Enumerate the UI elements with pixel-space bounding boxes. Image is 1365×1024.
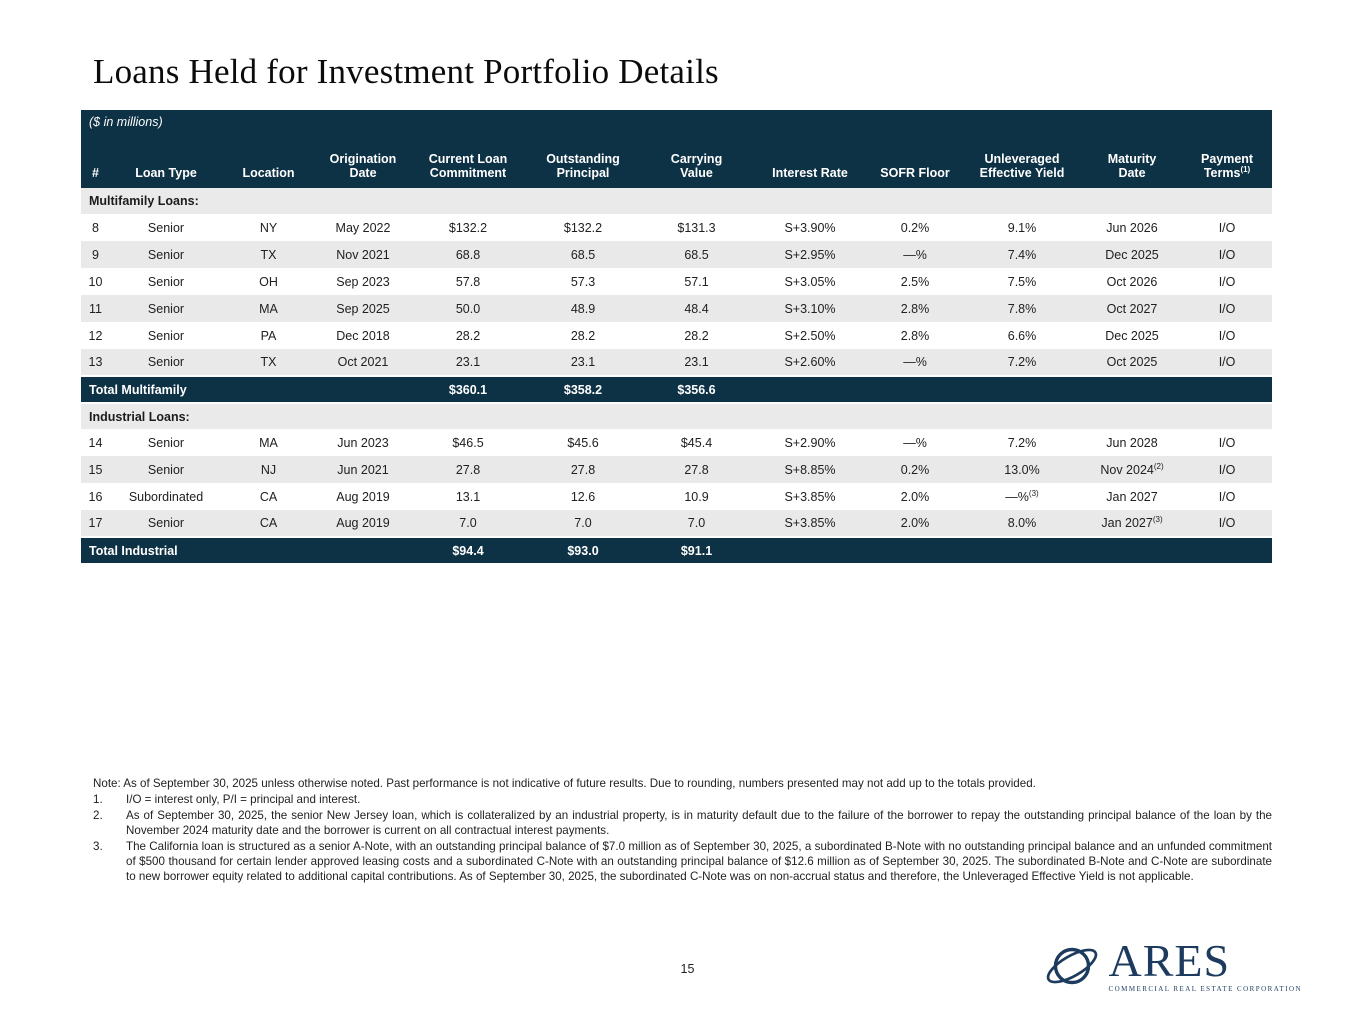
- loan-cell: 50.0: [411, 295, 525, 322]
- loan-cell: Oct 2027: [1082, 295, 1182, 322]
- loan-cell: I/O: [1182, 268, 1272, 295]
- column-header: Loan Type: [110, 148, 222, 188]
- loan-cell: Aug 2019: [315, 510, 411, 537]
- loan-cell: Oct 2021: [315, 349, 411, 376]
- loan-cell: 16: [81, 483, 110, 510]
- loan-cell: 0.2%: [868, 456, 962, 483]
- loan-cell: 11: [81, 295, 110, 322]
- loan-cell: 2.5%: [868, 268, 962, 295]
- loan-cell: Dec 2025: [1082, 322, 1182, 349]
- page-title: Loans Held for Investment Portfolio Details: [93, 52, 719, 91]
- total-value: $94.4: [411, 537, 525, 564]
- loan-row: [81, 295, 1272, 322]
- column-header: #: [81, 148, 110, 188]
- loan-cell: S+3.85%: [752, 510, 868, 537]
- loan-cell: 17: [81, 510, 110, 537]
- loan-cell: 7.8%: [962, 295, 1082, 322]
- loan-cell: 9.1%: [962, 214, 1082, 241]
- loan-cell: Senior: [110, 510, 222, 537]
- column-header: Current Loan Commitment: [411, 148, 525, 188]
- logo-subtitle: COMMERCIAL REAL ESTATE CORPORATION: [1108, 984, 1302, 993]
- loan-cell: 15: [81, 456, 110, 483]
- loan-cell: Dec 2025: [1082, 241, 1182, 268]
- logo-text: [1108, 935, 1302, 993]
- loan-cell: Senior: [110, 429, 222, 456]
- loan-cell: I/O: [1182, 241, 1272, 268]
- loan-cell: S+3.90%: [752, 214, 868, 241]
- loan-cell: TX: [222, 349, 315, 376]
- loan-cell: Jan 2027: [1082, 483, 1182, 510]
- loan-cell: 68.5: [525, 241, 641, 268]
- loan-row: [81, 429, 1272, 456]
- loan-cell: Sep 2023: [315, 268, 411, 295]
- loan-cell: 13.0%: [962, 456, 1082, 483]
- logo-brand: ARES: [1108, 935, 1231, 987]
- loan-cell: $132.2: [411, 214, 525, 241]
- loan-cell: I/O: [1182, 349, 1272, 376]
- loan-cell: Sep 2025: [315, 295, 411, 322]
- loan-cell: S+3.10%: [752, 295, 868, 322]
- loan-cell: 14: [81, 429, 110, 456]
- total-label: Total Industrial: [81, 537, 411, 564]
- loan-cell: 2.8%: [868, 295, 962, 322]
- loan-cell: Senior: [110, 295, 222, 322]
- loan-cell: S+8.85%: [752, 456, 868, 483]
- loan-cell: 7.0: [641, 510, 752, 537]
- total-row: [81, 537, 1272, 564]
- loan-cell: Nov 2021: [315, 241, 411, 268]
- footnote-text: The California loan is structured as a senior A-Note, with an outstanding principal balance of $7.0 million as of September 30, 2025, a subordinated B-Note with no outstanding principal balance and an unfunded commitment of $500 thousand for certain lender approved leasing costs and a subordinated C-Note with an outstanding principal balance of $12.6 million as of September 30, 2025. The subordinated B-Note and C-Note are subordinate to new borrower equity related to additional capital contributions. As of September 30, 2025, the subordinated C-Note was on non-accrual status and therefore, the Unleveraged Effective Yield is not applicable.: [126, 839, 1272, 884]
- loan-cell: Senior: [110, 456, 222, 483]
- loan-cell: $131.3: [641, 214, 752, 241]
- loan-cell: NJ: [222, 456, 315, 483]
- loan-cell: I/O: [1182, 322, 1272, 349]
- units-label: ($ in millions): [81, 110, 1272, 148]
- loan-cell: Senior: [110, 241, 222, 268]
- loan-cell: Senior: [110, 268, 222, 295]
- footnote-number: 1.: [93, 793, 103, 807]
- loan-cell: 57.3: [525, 268, 641, 295]
- loan-cell: 13: [81, 349, 110, 376]
- loan-cell: 6.6%: [962, 322, 1082, 349]
- loan-cell: Senior: [110, 214, 222, 241]
- loan-cell: Senior: [110, 349, 222, 376]
- footnote-item: [93, 792, 1272, 807]
- loan-cell: 2.8%: [868, 322, 962, 349]
- loan-cell: I/O: [1182, 483, 1272, 510]
- footnotes: [93, 776, 1272, 885]
- loan-row: [81, 214, 1272, 241]
- loan-cell: MA: [222, 295, 315, 322]
- loan-row: [81, 510, 1272, 537]
- loan-cell: S+2.50%: [752, 322, 868, 349]
- loan-cell: Jun 2023: [315, 429, 411, 456]
- loan-cell: $132.2: [525, 214, 641, 241]
- column-header: Maturity Date: [1082, 148, 1182, 188]
- loan-cell: $46.5: [411, 429, 525, 456]
- loan-cell: 12.6: [525, 483, 641, 510]
- footnote-number: 3.: [93, 839, 103, 853]
- total-value: $356.6: [641, 376, 752, 403]
- loan-cell: Aug 2019: [315, 483, 411, 510]
- loan-cell: Jun 2026: [1082, 214, 1182, 241]
- loan-cell: Jun 2028: [1082, 429, 1182, 456]
- loan-cell: $45.6: [525, 429, 641, 456]
- loan-cell: 27.8: [641, 456, 752, 483]
- loan-cell: 57.8: [411, 268, 525, 295]
- column-header: Interest Rate: [752, 148, 868, 188]
- loan-cell: S+2.60%: [752, 349, 868, 376]
- column-header: Origination Date: [315, 148, 411, 188]
- loan-cell: TX: [222, 241, 315, 268]
- loan-cell: 2.0%: [868, 510, 962, 537]
- loan-cell: 0.2%: [868, 214, 962, 241]
- column-header: Outstanding Principal: [525, 148, 641, 188]
- loan-cell: I/O: [1182, 214, 1272, 241]
- column-header: Unleveraged Effective Yield: [962, 148, 1082, 188]
- footnote-item: [93, 839, 1272, 885]
- loan-cell: Senior: [110, 322, 222, 349]
- loan-row: [81, 483, 1272, 510]
- column-header: Payment Terms$^{(1)}$: [1182, 148, 1272, 188]
- loan-cell: Subordinated: [110, 483, 222, 510]
- loan-cell: OH: [222, 268, 315, 295]
- section-label: Multifamily Loans:: [81, 188, 1272, 214]
- loan-cell: 27.8: [525, 456, 641, 483]
- column-header: Location: [222, 148, 315, 188]
- loans-table: [81, 110, 1272, 565]
- section-header-row: [81, 403, 1272, 429]
- loan-cell: 28.2: [525, 322, 641, 349]
- footnote-item: [93, 808, 1272, 839]
- total-row: [81, 376, 1272, 403]
- loan-cell: 12: [81, 322, 110, 349]
- loan-cell: 28.2: [411, 322, 525, 349]
- loan-cell: 48.9: [525, 295, 641, 322]
- loan-cell: 48.4: [641, 295, 752, 322]
- loan-cell: 7.0: [525, 510, 641, 537]
- total-value: $91.1: [641, 537, 752, 564]
- loan-cell: —%$^{(3)}$: [962, 483, 1082, 510]
- loan-cell: I/O: [1182, 429, 1272, 456]
- loan-cell: 10: [81, 268, 110, 295]
- loan-cell: I/O: [1182, 456, 1272, 483]
- loan-row: [81, 268, 1272, 295]
- loan-cell: May 2022: [315, 214, 411, 241]
- loan-cell: 57.1: [641, 268, 752, 295]
- total-value: $358.2: [525, 376, 641, 403]
- section-header-row: [81, 188, 1272, 214]
- footnote-number: 2.: [93, 808, 103, 822]
- loan-cell: I/O: [1182, 510, 1272, 537]
- footnote-text: As of September 30, 2025, the senior New Jersey loan, which is collateralized by an industrial property, is in maturity default due to the failure of the borrower to repay the outstanding principal balance of the loan by the November 2024 maturity date and the borrower is current on all contractual interest payments.: [126, 808, 1272, 838]
- loan-cell: —%: [868, 241, 962, 268]
- footnote-general: Note: As of September 30, 2025 unless otherwise noted. Past performance is not indicative of future results. Due to rounding, numbers presented may not add up to the totals provided.: [93, 777, 1036, 790]
- loan-cell: 23.1: [641, 349, 752, 376]
- loan-cell: Nov 2024$^{(2)}$: [1082, 456, 1182, 483]
- loan-cell: $45.4: [641, 429, 752, 456]
- total-value: $93.0: [525, 537, 641, 564]
- loan-cell: 8.0%: [962, 510, 1082, 537]
- loan-cell: Jan 2027$^{(3)}$: [1082, 510, 1182, 537]
- loan-cell: 68.5: [641, 241, 752, 268]
- loan-cell: CA: [222, 510, 315, 537]
- units-row: [81, 110, 1272, 148]
- loan-cell: Oct 2025: [1082, 349, 1182, 376]
- loan-cell: 68.8: [411, 241, 525, 268]
- loan-cell: —%: [868, 429, 962, 456]
- total-label: Total Multifamily: [81, 376, 411, 403]
- page-number: 15: [680, 962, 695, 976]
- loan-row: [81, 322, 1272, 349]
- column-header: Carrying Value: [641, 148, 752, 188]
- loan-cell: Jun 2021: [315, 456, 411, 483]
- loan-cell: 9: [81, 241, 110, 268]
- loan-cell: —%: [868, 349, 962, 376]
- loan-cell: Oct 2026: [1082, 268, 1182, 295]
- column-header: SOFR Floor: [868, 148, 962, 188]
- section-label: Industrial Loans:: [81, 403, 1272, 429]
- footnote-list: [93, 792, 1272, 884]
- loan-row: [81, 456, 1272, 483]
- loan-cell: S+2.90%: [752, 429, 868, 456]
- loan-cell: 7.5%: [962, 268, 1082, 295]
- footnote-text: I/O = interest only, P/I = principal and interest.: [126, 793, 361, 807]
- loan-cell: PA: [222, 322, 315, 349]
- loan-cell: 10.9: [641, 483, 752, 510]
- loan-cell: 7.2%: [962, 429, 1082, 456]
- loan-cell: 8: [81, 214, 110, 241]
- loan-cell: 7.2%: [962, 349, 1082, 376]
- loan-cell: 7.0: [411, 510, 525, 537]
- loan-cell: S+3.85%: [752, 483, 868, 510]
- globe-orbit-icon: [1043, 936, 1101, 996]
- loan-cell: 27.8: [411, 456, 525, 483]
- loan-cell: 7.4%: [962, 241, 1082, 268]
- loan-cell: Dec 2018: [315, 322, 411, 349]
- loan-cell: S+3.05%: [752, 268, 868, 295]
- table-header-row: [81, 148, 1272, 188]
- loan-cell: 23.1: [411, 349, 525, 376]
- loans-table-container: [81, 110, 1272, 565]
- loan-cell: MA: [222, 429, 315, 456]
- loan-cell: 28.2: [641, 322, 752, 349]
- loan-row: [81, 241, 1272, 268]
- company-logo: [1043, 936, 1302, 996]
- loan-cell: I/O: [1182, 295, 1272, 322]
- loan-cell: 13.1: [411, 483, 525, 510]
- loan-cell: CA: [222, 483, 315, 510]
- loan-cell: 2.0%: [868, 483, 962, 510]
- total-value: $360.1: [411, 376, 525, 403]
- loan-cell: NY: [222, 214, 315, 241]
- loan-cell: 23.1: [525, 349, 641, 376]
- loan-cell: S+2.95%: [752, 241, 868, 268]
- loan-row: [81, 349, 1272, 376]
